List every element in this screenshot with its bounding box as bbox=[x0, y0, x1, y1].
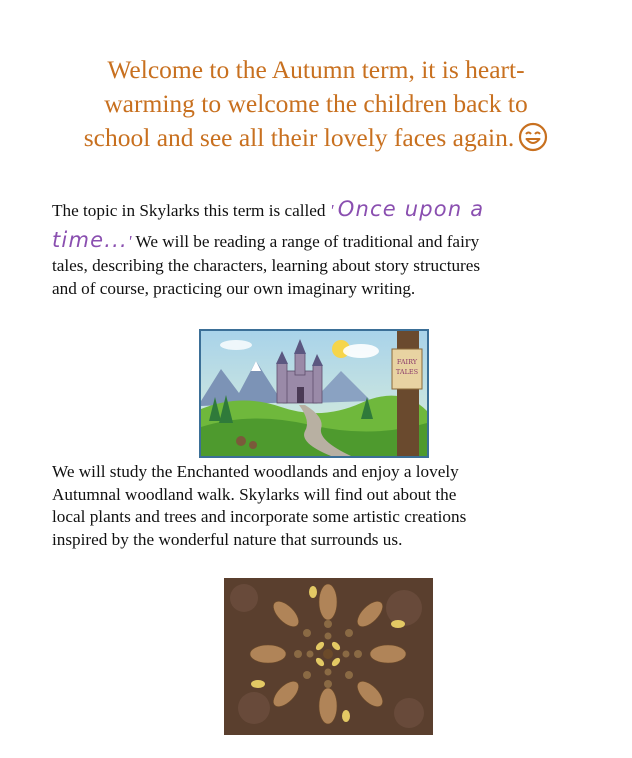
woodland-line-1: We will study the Enchanted woodlands and enjoy a lovely bbox=[52, 462, 459, 481]
topic-line-2-text: We will be reading a range of traditional and fairy bbox=[131, 232, 480, 251]
welcome-heading bbox=[40, 53, 592, 155]
fairy-tale-castle-image bbox=[199, 329, 429, 458]
topic-open-quote: ' bbox=[329, 201, 334, 220]
topic-title-part2: time... bbox=[52, 228, 128, 252]
topic-line-2 bbox=[52, 226, 592, 254]
welcome-line-2: warming to welcome the children back to bbox=[104, 89, 528, 118]
topic-paragraph bbox=[52, 192, 592, 300]
topic-close-quote: ' bbox=[127, 232, 132, 251]
sign-word-1: FAIRY bbox=[396, 358, 418, 366]
welcome-line-3-text: school and see all their lovely faces again. bbox=[83, 123, 515, 152]
woodland-line-3: local plants and trees and incorporate some artistic creations bbox=[52, 507, 467, 526]
welcome-line-1: Welcome to the Autumn term, it is heart- bbox=[107, 55, 525, 84]
woodland-line-2: Autumnal woodland walk. Skylarks will find out about the bbox=[52, 484, 457, 504]
woodland-line-4: inspired by the wonderful nature that surrounds us. bbox=[52, 529, 403, 549]
welcome-line-3 bbox=[40, 121, 592, 155]
smiling-face-icon bbox=[518, 122, 548, 152]
topic-prefix: The topic in Skylarks this term is called bbox=[52, 201, 330, 220]
leaf-mandala-image bbox=[224, 578, 433, 735]
sign-word-2: TALES bbox=[395, 368, 419, 376]
topic-line-3: tales, describing the characters, learning about story structures bbox=[52, 256, 481, 275]
woodland-paragraph bbox=[52, 461, 592, 551]
topic-line-1 bbox=[52, 192, 592, 226]
topic-line-4: and of course, practicing our own imaginary writing. bbox=[52, 279, 416, 298]
topic-title-part1: Once upon a bbox=[337, 197, 485, 221]
